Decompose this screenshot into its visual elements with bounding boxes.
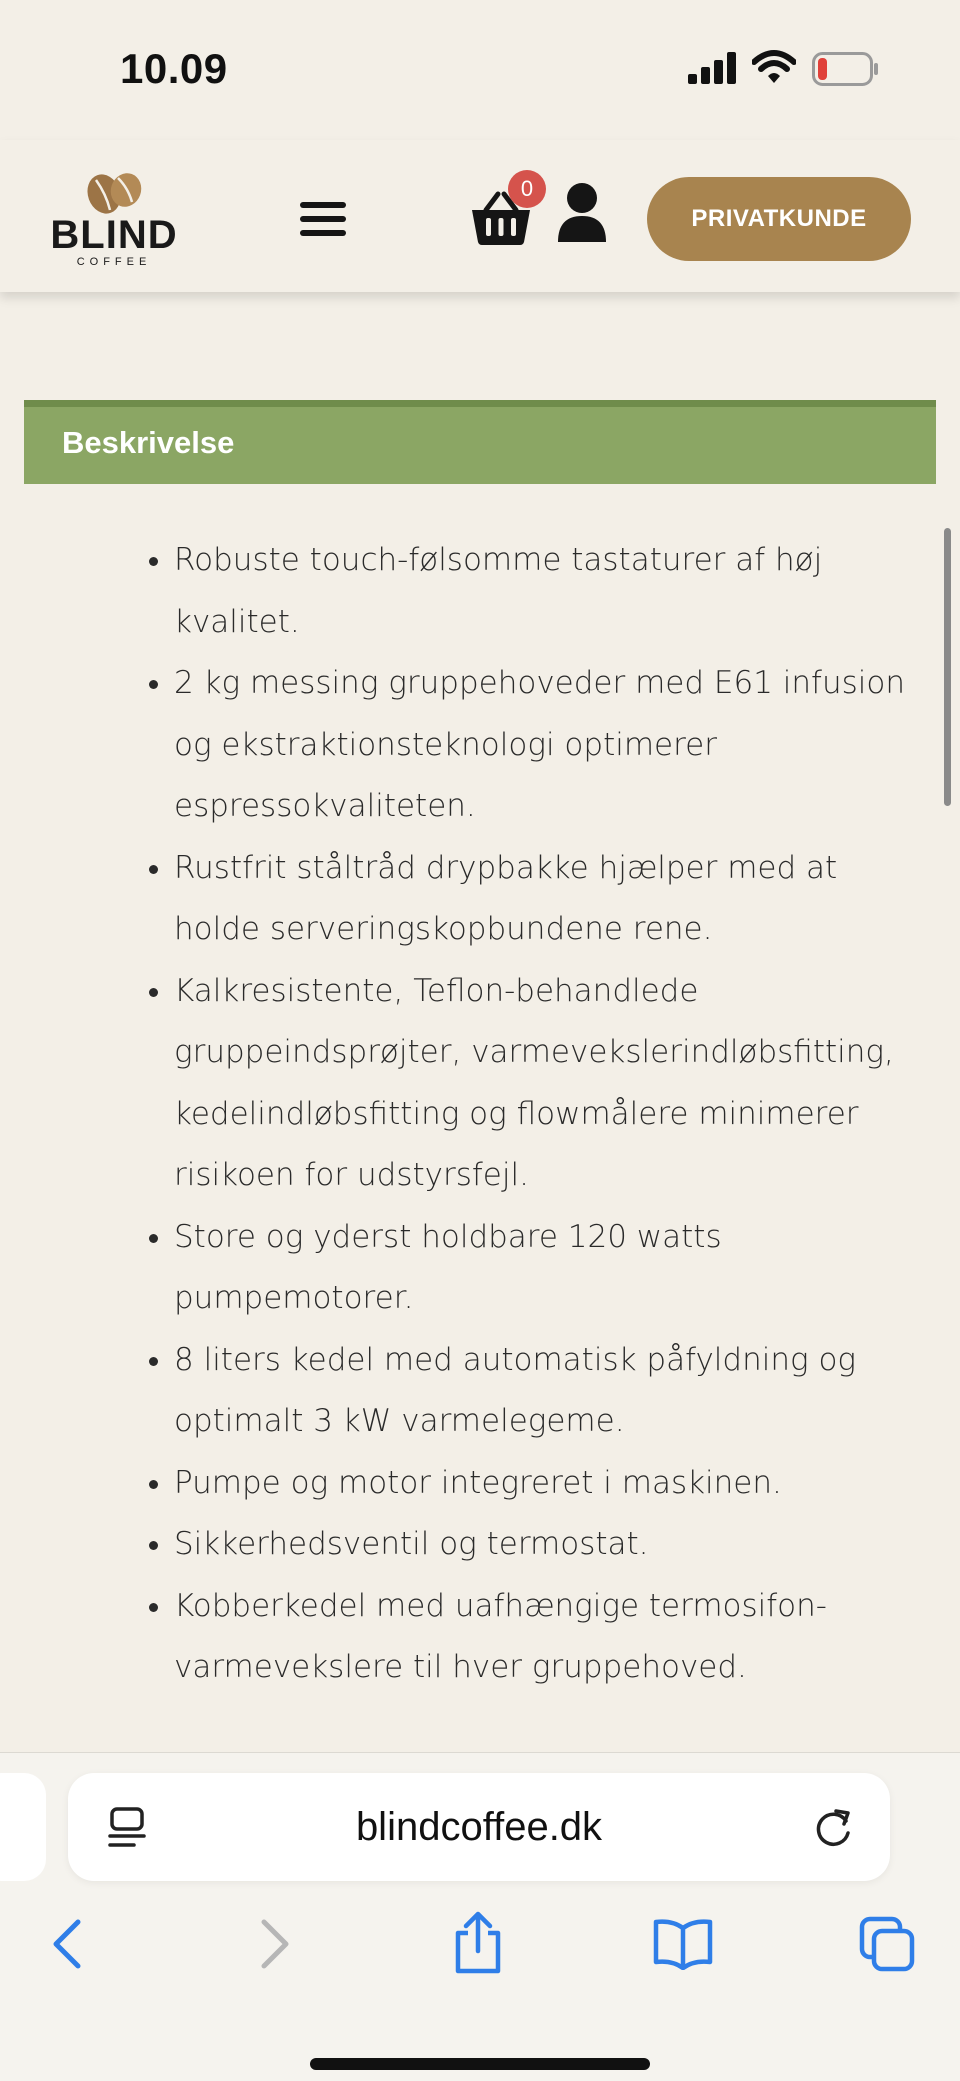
list-item: • Kobberkedel med uafhængige termosifon-varmevekslere til hver gruppehoved. <box>174 1576 924 1699</box>
description-title: Beskrivelse <box>62 425 235 460</box>
list-item: • 2 kg messing gruppehoveder med E61 infusion og ekstraktionsteknologi optimerer espressokvaliteten. <box>174 653 924 838</box>
list-item: • Rustfrit ståltråd drypbakke hjælper med at holde serveringskopbundene rene. <box>174 838 924 961</box>
logo-subtitle: COFFEE <box>76 256 152 268</box>
back-arrow-icon[interactable] <box>50 1918 84 1974</box>
scrollbar[interactable] <box>944 528 951 806</box>
hamburger-menu-icon[interactable] <box>300 202 348 238</box>
description-list <box>134 530 924 1699</box>
forward-arrow-icon[interactable] <box>258 1918 292 1974</box>
list-item: • Store og yderst holdbare 120 watts pumpemotorer. <box>174 1207 924 1330</box>
description-section-header[interactable] <box>24 400 936 484</box>
address-bar[interactable] <box>68 1773 890 1881</box>
wifi-icon <box>752 50 796 88</box>
url-text: blindcoffee.dk <box>355 1805 603 1849</box>
list-item: • Sikkerhedsventil og termostat. <box>174 1514 924 1576</box>
privatkunde-button[interactable]: PRIVATKUNDE <box>647 177 911 261</box>
status-time: 10.09 <box>120 45 228 92</box>
reload-icon[interactable] <box>814 1807 854 1853</box>
list-item: • Robuste touch-følsomme tastaturer af høj kvalitet. <box>174 530 924 653</box>
tabs-icon[interactable] <box>858 1915 916 1977</box>
previous-tab-preview[interactable] <box>0 1773 46 1881</box>
cart-count-badge: 0 <box>508 170 546 208</box>
list-item: • 8 liters kedel med automatisk påfyldning og optimalt 3 kW varmelegeme. <box>174 1330 924 1453</box>
battery-low-icon <box>812 52 880 90</box>
home-indicator <box>310 2058 650 2070</box>
list-item: • Pumpe og motor integreret i maskinen. <box>174 1453 924 1515</box>
user-account-icon[interactable] <box>556 182 608 244</box>
cellular-signal-icon <box>688 52 738 88</box>
browser-toolbar <box>0 1752 960 2081</box>
list-item: • Kalkresistente, Teflon-behandlede gruppeindsprøjter, varmevekslerindløbsfitting, kedelindløbsfitting og flowmålere minimerer risikoen for udstyrsfejl. <box>174 961 924 1207</box>
bookmarks-icon[interactable] <box>652 1918 714 1974</box>
blind-coffee-logo[interactable] <box>46 170 182 270</box>
logo-wordmark: BLIND <box>50 213 178 257</box>
coffee-beans-icon <box>84 170 146 218</box>
site-header <box>0 140 960 292</box>
status-bar <box>0 0 960 140</box>
share-icon[interactable] <box>450 1911 506 1979</box>
